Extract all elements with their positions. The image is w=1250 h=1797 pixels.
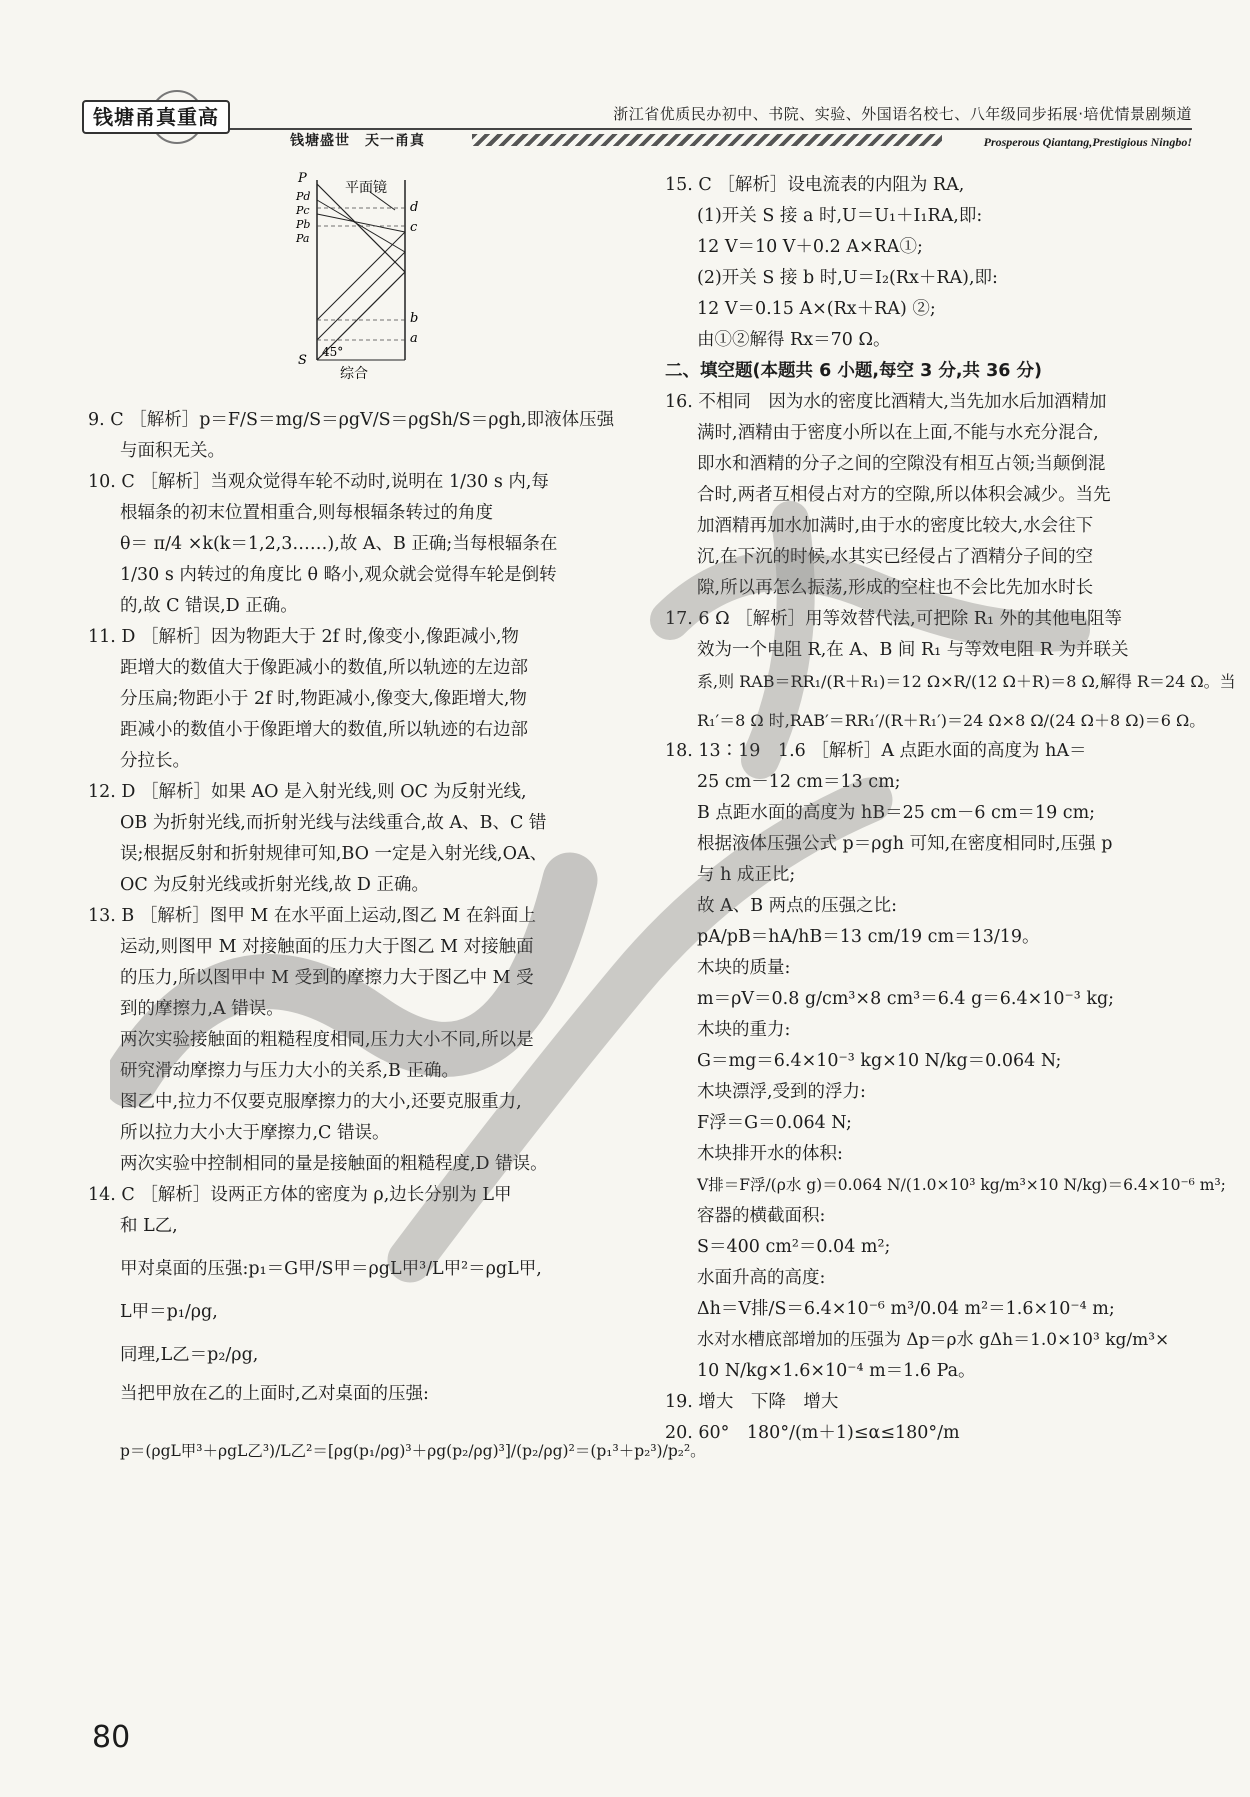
header-stripe <box>472 134 942 146</box>
answer-line: 18. 13∶19 1.6 ［解析］A 点距水面的高度为 hA＝ <box>665 741 1087 761</box>
label-b: b <box>410 311 419 326</box>
answer-line: 到的摩擦力,A 错误。 <box>120 999 284 1019</box>
answer-line: 10 N/kg×1.6×10⁻⁴ m＝1.6 Pa。 <box>697 1361 976 1381</box>
left-column <box>88 405 706 1467</box>
answer-line: 隙,所以再怎么振荡,形成的空柱也不会比先加水时长 <box>697 578 1094 598</box>
answer-line: S＝400 cm²＝0.04 m²; <box>697 1237 891 1257</box>
answer-line: 沉,在下沉的时候,水其实已经侵占了酒精分子间的空 <box>697 547 1094 567</box>
label-pc: Pc <box>296 204 310 217</box>
answer-line: 即水和酒精的分子之间的空隙没有相互占领;当颠倒混 <box>697 454 1106 474</box>
label-pb: Pb <box>296 218 311 231</box>
answer-line: 1/30 s 内转过的角度比 θ 略小,观众就会觉得车轮是倒转 <box>120 565 557 585</box>
answer-line: p＝(ρgL甲³＋ρgL乙³)/L乙²＝[ρg(p₁/ρg)³＋ρg(p₂/ρg)³]/(p₂/ρg)²＝(p₁³＋p₂³)/p₂²。 <box>120 1442 706 1460</box>
answer-line: G＝mg＝6.4×10⁻³ kg×10 N/kg＝0.064 N; <box>697 1051 1062 1071</box>
mirror-diagram <box>290 170 440 400</box>
answer-line: 分压扁;物距小于 2f 时,物距减小,像变大,像距增大,物 <box>120 689 527 709</box>
answer-line: R₁′＝8 Ω 时,RAB′＝RR₁′/(R＋R₁′)＝24 Ω×8 Ω/(24 Ω＋8 Ω)＝6 Ω。 <box>697 711 1206 730</box>
answer-line: 两次实验中控制相同的量是接触面的粗糙程度,D 错误。 <box>120 1154 548 1174</box>
page-number: 80 <box>92 1720 131 1755</box>
answer-line: 根据液体压强公式 p＝ρgh 可知,在密度相同时,压强 p <box>697 834 1113 854</box>
answer-line: 根辐条的初末位置相重合,则每根辐条转过的角度 <box>120 503 494 523</box>
answer-line: 木块的质量: <box>697 958 791 978</box>
answer-line: θ＝ π/4 ×k(k＝1,2,3……),故 A、B 正确;当每根辐条在 <box>120 534 558 554</box>
answer-line: 加酒精再加水加满时,由于水的密度比较大,水会往下 <box>697 516 1094 536</box>
answer-line: 木块的重力: <box>697 1020 791 1040</box>
answer-line: 15. C ［解析］设电流表的内阻为 RA, <box>665 175 965 195</box>
figure-caption: 综合 <box>340 366 368 382</box>
answer-line: 与面积无关。 <box>120 441 225 461</box>
label-pd: Pd <box>296 190 311 203</box>
answer-line: 距增大的数值大于像距减小的数值,所以轨迹的左边部 <box>120 658 529 678</box>
answer-line: V排＝F浮/(ρ水 g)＝0.064 N/(1.0×10³ kg/m³×10 N/kg)＝6.4×10⁻⁶ m³; <box>697 1176 1226 1194</box>
answer-line: 16. 不相同 因为水的密度比酒精大,当先加水后加酒精加 <box>665 392 1107 412</box>
answer-line: 的压力,所以图甲中 M 受到的摩擦力大于图乙中 M 受 <box>120 968 534 988</box>
label-c: c <box>410 220 418 235</box>
answer-line: 25 cm－12 cm＝13 cm; <box>697 772 901 792</box>
answer-line: 12 V＝0.15 A×(Rx＋RA) ②; <box>697 299 936 319</box>
answer-line: Δh＝V排/S＝6.4×10⁻⁶ m³/0.04 m²＝1.6×10⁻⁴ m; <box>697 1299 1115 1319</box>
right-column <box>665 170 1236 1449</box>
answer-line: 20. 60° 180°/(m＋1)≤α≤180°/m <box>665 1423 960 1443</box>
answer-line: 甲对桌面的压强:p₁＝G甲/S甲＝ρgL甲³/L甲²＝ρgL甲, <box>120 1259 542 1279</box>
answer-line: 运动,则图甲 M 对接触面的压力大于图乙 M 对接触面 <box>120 937 534 957</box>
answer-line: 分拉长。 <box>120 751 190 771</box>
page-header <box>0 0 1250 160</box>
answer-line: 误;根据反射和折射规律可知,BO 一定是入射光线,OA、 <box>120 844 548 864</box>
answer-line: 所以拉力大小大于摩擦力,C 错误。 <box>120 1123 390 1143</box>
angle-label: 45° <box>322 345 344 359</box>
answer-line: 11. D ［解析］因为物距大于 2f 时,像变小,像距减小,物 <box>88 627 519 647</box>
answer-line: 19. 增大 下降 增大 <box>665 1392 839 1412</box>
label-a: a <box>410 331 418 346</box>
series-description: 浙江省优质民办初中、书院、实验、外国语名校七、八年级同步拓展·培优情景剧频道 <box>613 105 1192 123</box>
brand-logo: 钱塘甬真重高 <box>82 100 230 134</box>
answer-line: 的,故 C 错误,D 正确。 <box>120 596 298 616</box>
answer-line: (1)开关 S 接 a 时,U＝U₁＋I₁RA,即: <box>697 206 983 226</box>
section-heading: 二、填空题(本题共 6 小题,每空 3 分,共 36 分) <box>665 361 1043 381</box>
answer-line: 木块排开水的体积: <box>697 1144 843 1164</box>
answer-line: 系,则 RAB＝RR₁/(R＋R₁)＝12 Ω×R/(12 Ω＋R)＝8 Ω,解得 R＝24 Ω。当 <box>697 672 1236 691</box>
answer-line: 17. 6 Ω ［解析］用等效替代法,可把除 R₁ 外的其他电阻等 <box>665 609 1123 629</box>
mirror-label: 平面镜 <box>345 180 387 196</box>
answer-line: 由①②解得 Rx＝70 Ω。 <box>697 330 891 350</box>
answer-line: 故 A、B 两点的压强之比: <box>697 896 898 916</box>
answer-line: 满时,酒精由于密度小所以在上面,不能与水充分混合, <box>697 423 1099 443</box>
label-pa: Pa <box>296 232 310 245</box>
answer-line: 当把甲放在乙的上面时,乙对桌面的压强: <box>120 1384 429 1404</box>
label-p: P <box>298 171 307 186</box>
answer-line: B 点距水面的高度为 hB＝25 cm－6 cm＝19 cm; <box>697 803 1096 823</box>
answer-line: 水面升高的高度: <box>697 1268 826 1288</box>
answer-line: 距减小的数值小于像距增大的数值,所以轨迹的右边部 <box>120 720 529 740</box>
english-tagline: Prosperous Qiantang,Prestigious Ningbo! <box>983 135 1192 149</box>
answer-line: 12. D ［解析］如果 AO 是入射光线,则 OC 为反射光线, <box>88 782 527 802</box>
answer-line: 12 V＝10 V＋0.2 A×RA①; <box>697 237 923 257</box>
label-d: d <box>410 200 419 215</box>
label-s: S <box>298 353 307 368</box>
answer-line: 和 L乙, <box>120 1216 178 1236</box>
answer-line: m＝ρV＝0.8 g/cm³×8 cm³＝6.4 g＝6.4×10⁻³ kg; <box>697 989 1115 1009</box>
brand-subtitle: 钱塘盛世 天一甬真 <box>290 133 425 149</box>
answer-line: 合时,两者互相侵占对方的空隙,所以体积会减少。当先 <box>697 485 1111 505</box>
answer-line: 木块漂浮,受到的浮力: <box>697 1082 866 1102</box>
answer-line: 13. B ［解析］图甲 M 在水平面上运动,图乙 M 在斜面上 <box>88 906 536 926</box>
answer-line: 与 h 成正比; <box>697 865 796 885</box>
answer-line: 效为一个电阻 R,在 A、B 间 R₁ 与等效电阻 R 为并联关 <box>697 640 1129 660</box>
answer-line: L甲＝p₁/ρg, <box>120 1302 218 1322</box>
answer-line: F浮＝G＝0.064 N; <box>697 1113 852 1133</box>
answer-line: pA/pB＝hA/hB＝13 cm/19 cm＝13/19。 <box>697 927 1040 947</box>
answer-line: 10. C ［解析］当观众觉得车轮不动时,说明在 1/30 s 内,每 <box>88 472 549 492</box>
answer-line: OC 为反射光线或折射光线,故 D 正确。 <box>120 875 430 895</box>
answer-line: 同理,L乙＝p₂/ρg, <box>120 1345 259 1365</box>
answer-line: 研究滑动摩擦力与压力大小的关系,B 正确。 <box>120 1061 459 1081</box>
answer-line: 容器的横截面积: <box>697 1206 826 1226</box>
answer-line: (2)开关 S 接 b 时,U＝I₂(Rx＋RA),即: <box>697 268 998 288</box>
answer-line: OB 为折射光线,而折射光线与法线重合,故 A、B、C 错 <box>120 813 547 833</box>
answer-line: 水对水槽底部增加的压强为 Δp＝ρ水 gΔh＝1.0×10³ kg/m³× <box>697 1330 1170 1350</box>
answer-line: 图乙中,拉力不仅要克服摩擦力的大小,还要克服重力, <box>120 1092 522 1112</box>
answer-line: 14. C ［解析］设两正方体的密度为 ρ,边长分别为 L甲 <box>88 1185 512 1205</box>
answer-line: 9. C ［解析］p＝F/S＝mg/S＝ρgV/S＝ρgSh/S＝ρgh,即液体压强 <box>88 410 615 430</box>
answer-line: 两次实验接触面的粗糙程度相同,压力大小不同,所以是 <box>120 1030 534 1050</box>
